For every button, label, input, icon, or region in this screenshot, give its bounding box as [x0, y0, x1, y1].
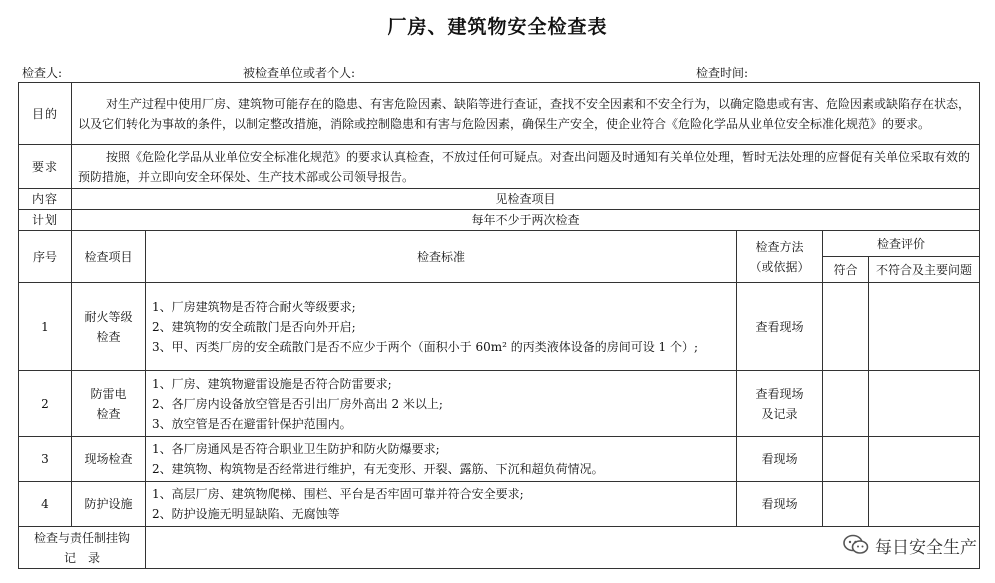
- inspection-table: [18, 82, 980, 569]
- plan-value: 每年不少于两次检查: [72, 210, 980, 231]
- row-conform-cell[interactable]: [823, 283, 869, 371]
- row-seq: 4: [19, 482, 72, 527]
- row-item-line1: 防雷电: [90, 386, 127, 401]
- row-item: [72, 437, 146, 482]
- table-row: [19, 371, 980, 437]
- row-standards: [146, 283, 737, 371]
- row-method: [737, 283, 823, 371]
- col-standard: 检查标准: [146, 231, 737, 283]
- inspector-label: 检查人:: [22, 66, 63, 80]
- standard-line: 1、厂房建筑物是否符合耐火等级要求;: [152, 299, 356, 314]
- standard-line: 3、甲、丙类厂房的安全疏散门是否不应少于两个（面积小于 60m² 的丙类液体设备的房间可设 1 个）;: [152, 339, 699, 354]
- row-standards: [146, 482, 737, 527]
- standard-line: 2、建筑物、构筑物是否经常进行维护，有无变形、开裂、露筋、下沉和超负荷情况。: [152, 462, 604, 476]
- purpose-label: 目的: [19, 83, 72, 145]
- row-item-line1: 耐火等级: [84, 309, 133, 324]
- standard-line: 1、厂房、建筑物避雷设施是否符合防雷要求;: [152, 376, 392, 391]
- row-nonconform-cell[interactable]: [869, 283, 980, 371]
- plan-label: 计划: [19, 210, 72, 231]
- row-method-line1: 看现场: [761, 497, 798, 511]
- standard-line: 2、防护设施无明显缺陷、无腐蚀等: [152, 507, 340, 521]
- purpose-text: 对生产过程中使用厂房、建筑物可能存在的隐患、有害危险因素、缺陷等进行查证，查找不安全因素和不安全行为，以确定隐患或有害、危险因素或缺陷存在状态，以及它们转化为事故的条件，以制定整改措施，消除或控制隐患和有害与危险因素，确保生产安全，使企业符合《危险化学品从业单位安全标准化规范》的要求。: [72, 83, 980, 145]
- page-title: 厂房、建筑物安全检查表: [387, 16, 608, 38]
- wechat-icon: [843, 534, 869, 556]
- table-row: [19, 482, 980, 527]
- watermark-text: 每日安全生产: [875, 537, 977, 558]
- row-item-line1: 现场检查: [84, 452, 133, 466]
- row-method-line1: 查看现场: [755, 319, 804, 334]
- row-nonconform-cell[interactable]: [869, 437, 980, 482]
- header-fields: [0, 64, 995, 82]
- row-item-line1: 防护设施: [84, 497, 133, 511]
- column-header-row: [19, 231, 980, 257]
- row-seq: 1: [19, 283, 72, 371]
- row-method: [737, 371, 823, 437]
- standard-line: 2、建筑物的安全疏散门是否向外开启;: [152, 319, 356, 334]
- row-item: [72, 371, 146, 437]
- row-conform-cell[interactable]: [823, 371, 869, 437]
- footer-label-line1: 检查与责任制挂钩: [33, 530, 130, 545]
- row-method-line1: 看现场: [761, 452, 798, 466]
- watermark: [843, 530, 977, 560]
- row-method-line1: 查看现场: [755, 386, 804, 401]
- row-item: [72, 482, 146, 527]
- requirement-text: 按照《危险化学品从业单位安全标准化规范》的要求认真检查，不放过任何可疑点。对查出问题及时通知有关单位处理，暂时无法处理的应督促有关单位采取有效的预防措施，并立即向安全环保处、生产技术部或公司领导报告。: [72, 145, 980, 189]
- row-item-line2: 检查: [96, 406, 121, 421]
- purpose-row: [19, 83, 980, 145]
- row-nonconform-cell[interactable]: [869, 482, 980, 527]
- row-conform-cell[interactable]: [823, 482, 869, 527]
- row-standards: [146, 437, 737, 482]
- row-item-line2: 检查: [96, 329, 121, 344]
- table-row: [19, 283, 980, 371]
- row-method-line2: 及记录: [761, 406, 798, 421]
- col-seq: 序号: [19, 231, 72, 283]
- table-row: [19, 437, 980, 482]
- requirement-label: 要求: [19, 145, 72, 189]
- inspected-unit-label: 被检查单位或者个人:: [243, 66, 356, 80]
- col-nonconform: 不符合及主要问题: [869, 257, 980, 283]
- footer-row: [19, 527, 980, 569]
- row-method: [737, 437, 823, 482]
- row-seq: 2: [19, 371, 72, 437]
- standard-line: 1、高层厂房、建筑物爬梯、围栏、平台是否牢固可靠并符合安全要求;: [152, 487, 524, 501]
- row-seq: 3: [19, 437, 72, 482]
- row-item: [72, 283, 146, 371]
- row-conform-cell[interactable]: [823, 437, 869, 482]
- row-method: [737, 482, 823, 527]
- inspection-time-label: 检查时间:: [696, 66, 749, 80]
- content-label: 内容: [19, 189, 72, 210]
- col-item: 检查项目: [72, 231, 146, 283]
- plan-row: [19, 210, 980, 231]
- col-conform: 符合: [823, 257, 869, 283]
- content-value: 见检查项目: [72, 189, 980, 210]
- footer-label: [19, 527, 146, 569]
- col-eval: 检查评价: [823, 231, 980, 257]
- col-method-line1: 检查方法: [755, 239, 804, 254]
- standard-line: 2、各厂房内设备放空管是否引出厂房外高出 2 米以上;: [152, 396, 443, 411]
- requirement-row: [19, 145, 980, 189]
- footer-label-line2: 记 录: [63, 550, 100, 565]
- col-method-line2: （或依据）: [749, 259, 810, 274]
- row-nonconform-cell[interactable]: [869, 371, 980, 437]
- row-standards: [146, 371, 737, 437]
- standard-line: 3、放空管是否在避雷针保护范围内。: [152, 416, 352, 431]
- content-row: [19, 189, 980, 210]
- standard-line: 1、各厂房通风是否符合职业卫生防护和防火防爆要求;: [152, 442, 440, 456]
- col-method: [737, 231, 823, 283]
